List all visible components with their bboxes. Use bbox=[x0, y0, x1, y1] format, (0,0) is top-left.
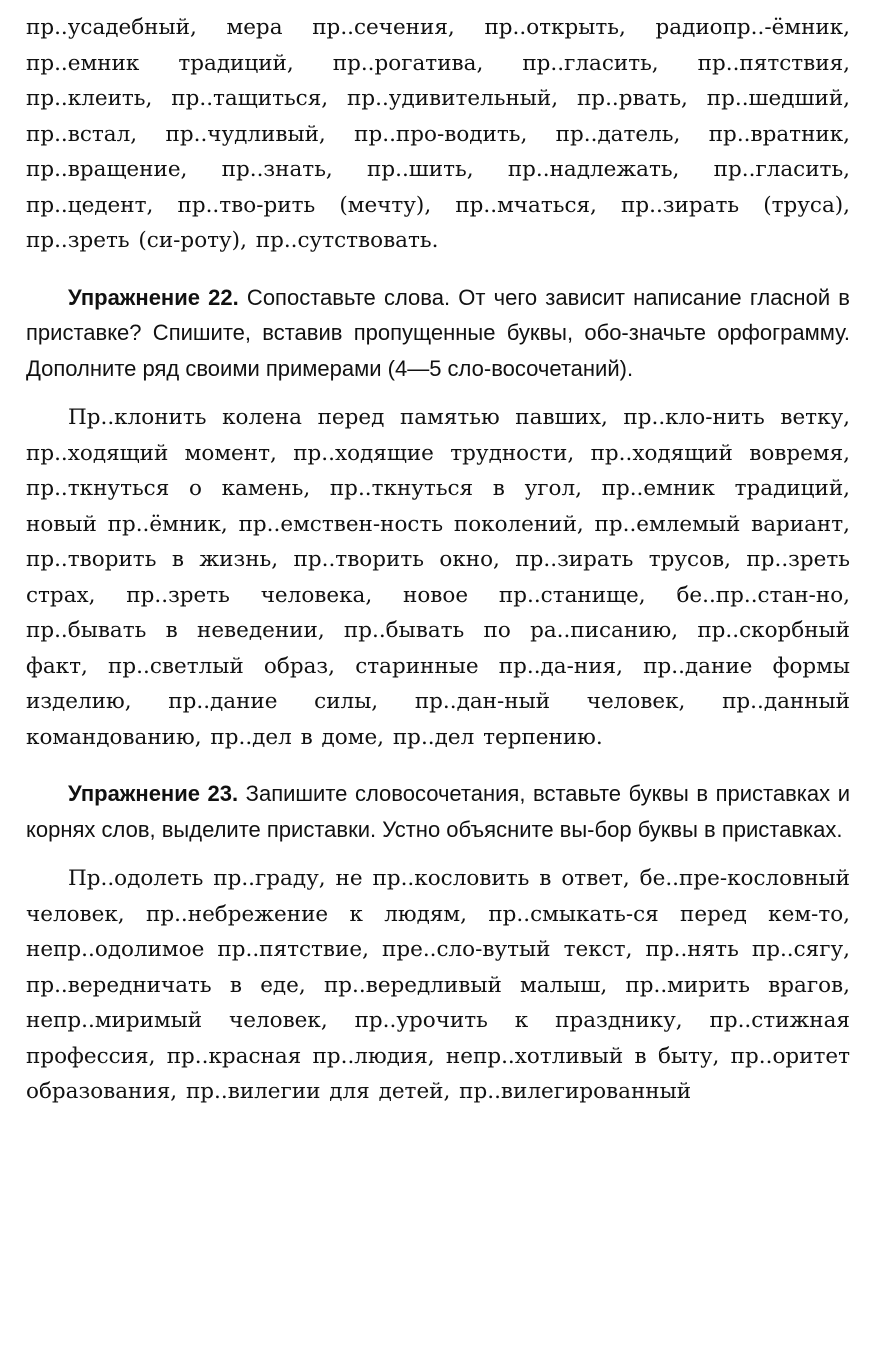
word-list-paragraph: пр..усадебный, мера пр..сечения, пр..открыть, радиопр..-ёмник, пр..емник традиций, пр..рогатива, пр..гласить, пр..пятствия, пр..клеить, пр..тащиться, пр..удивительный, пр..рвать, пр..шедший, пр..встал, пр..чудливый, пр..про-водить, пр..датель, пр..вратник, пр..вращение, пр..знать, пр..шить, пр..надлежать, пр..гласить, пр..цедент, пр..тво-рить (мечту), пр..мчаться, пр..зирать (труса), пр..зреть (си-роту), пр..сутствовать. bbox=[26, 15, 850, 253]
exercise-23-word-list: Пр..одолеть пр..граду, не пр..кословить в ответ, бе..пре-кословный человек, пр..небрежение к людям, пр..смыкать-ся перед кем-то, непр..одолимое пр..пятствие, пре..сло-вутый текст, пр..нять пр..сягу, пр..вередничать в еде, пр..вередливый малыш, пр..мирить врагов, непр..миримый человек, пр..урочить к празднику, пр..стижная профессия, пр..красная пр..людия, непр..хотливый в быту, пр..оритет образования, пр..вилегии для детей, пр..вилегированный bbox=[26, 866, 850, 1104]
exercise-22-text: Сопоставьте слова. От чего зависит написание гласной в приставке? Спишите, вставив пропущенные буквы, обо-значьте орфограмму. Дополните ряд своими примерами (4—5 сло-восочетаний). bbox=[26, 284, 850, 381]
exercise-22-number: Упражнение 22. bbox=[68, 284, 239, 310]
spacer bbox=[26, 755, 850, 776]
spacer bbox=[26, 847, 850, 861]
spacer bbox=[26, 386, 850, 400]
exercise-23-text: Запишите словосочетания, вставьте буквы в приставках и корнях слов, выделите приставки. Устно объясните вы-бор буквы в приставках. bbox=[26, 781, 850, 842]
spacer bbox=[26, 259, 850, 280]
exercise-23-instructions bbox=[26, 776, 850, 847]
exercise-22-instructions bbox=[26, 280, 850, 387]
exercise-23-number: Упражнение 23. bbox=[68, 781, 239, 806]
exercise-22-word-list: Пр..клонить колена перед памятью павших, пр..кло-нить ветку, пр..ходящий момент, пр..ходящие трудности, пр..ходящий вовремя, пр..ткнуться о камень, пр..ткнуться в угол, пр..емник традиций, новый пр..ёмник, пр..емствен-ность поколений, пр..емлемый вариант, пр..творить в жизнь, пр..творить окно, пр..зирать трусов, пр..зреть страх, пр..зреть человека, новое пр..станище, бе..пр..стан-но, пр..бывать в неведении, пр..бывать по ра..писанию, пр..скорбный факт, пр..светлый образ, старинные пр..да-ния, пр..дание формы изделию, пр..дание силы, пр..дан-ный человек, пр..данный командованию, пр..дел в доме, пр..дел терпению. bbox=[26, 405, 850, 750]
